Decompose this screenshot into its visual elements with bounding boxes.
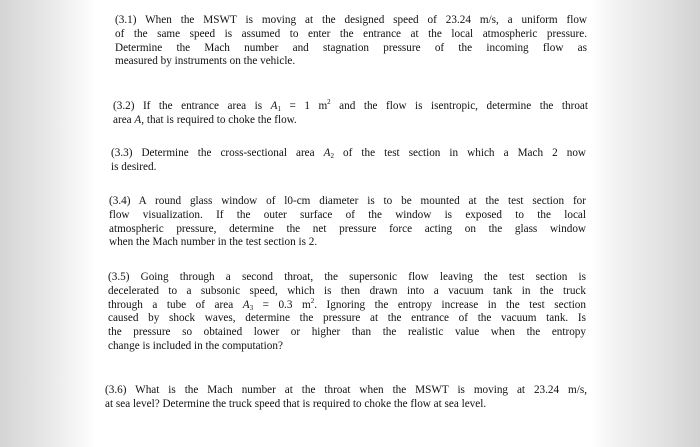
problem-3-2 (113, 100, 588, 128)
problem-3-5 (108, 271, 586, 354)
problem-3-4-line: atmospheric pressure, determine the net pressure force acting on the glass window (109, 222, 586, 235)
variable-A: A (270, 100, 278, 112)
problem-3-5-line: through a tube of area $A_3 = 0.3$ $m^2$. Ignoring the entropy increase in the test section (108, 296, 586, 312)
problem-3-1-line: measured by instruments on the vehicle. (115, 55, 296, 68)
problem-3-3-line: (3.3) Determine the cross-sectional area $A_2$ of the test section in which a Mach 2 now (111, 147, 587, 160)
variable-A: A (134, 113, 142, 126)
problem-3-4-line: flow visualization. If the outer surface of the window is exposed to the local (109, 208, 586, 221)
problem-3-5-line: the pressure so obtained lower or higher than the realistic value when the entropy (108, 326, 586, 339)
variable-A: A (242, 298, 250, 311)
problem-3-3-line: is desired. (111, 160, 157, 173)
problem-3-2-line: area A, that is required to choke the flow. (113, 113, 297, 126)
problem-3-5-line: (3.5) Going through a second throat, the supersonic flow leaving the test section is (108, 271, 586, 283)
problem-3-1-line: (3.1) When the MSWT is moving at the designed speed of 23.24 m/s, a uniform flow (115, 14, 587, 26)
problem-3-3 (111, 147, 586, 175)
problem-3-6 (105, 384, 587, 412)
problem-3-5-line: decelerated to a subsonic speed, which is then drawn into a vacuum tank in the truck (108, 284, 586, 297)
problem-3-5-line: change is included in the computation? (108, 339, 283, 352)
problem-3-1-line: Determine the Mach number and stagnation pressure of the incoming flow as (115, 41, 587, 54)
problem-3-1 (115, 14, 587, 69)
problem-3-4-line: (3.4) A round glass window of l0-cm diameter is to be mounted at the test section for (109, 195, 586, 207)
problem-3-4 (109, 195, 586, 250)
problem-3-5-line: caused by shock waves, determine the pressure at the entrance of the vacuum tank. Is (108, 312, 586, 325)
variable-A: A (323, 147, 331, 159)
problem-3-2-line: (3.2) If the entrance area is $A_1 = 1$ $m^2$ and the flow is isentropic, determine the throat (113, 98, 588, 113)
problem-3-4-line: when the Mach number in the test section is 2. (109, 236, 318, 249)
problem-3-1-line: of the same speed is assumed to enter the entrance at the local atmospheric pressure. (115, 27, 587, 40)
problem-3-6-line: at sea level? Determine the truck speed that is required to choke the flow at sea level. (105, 397, 487, 410)
problem-3-6-line: (3.6) What is the Mach number at the throat when the MSWT is moving at 23.24 m/s, (105, 384, 587, 396)
